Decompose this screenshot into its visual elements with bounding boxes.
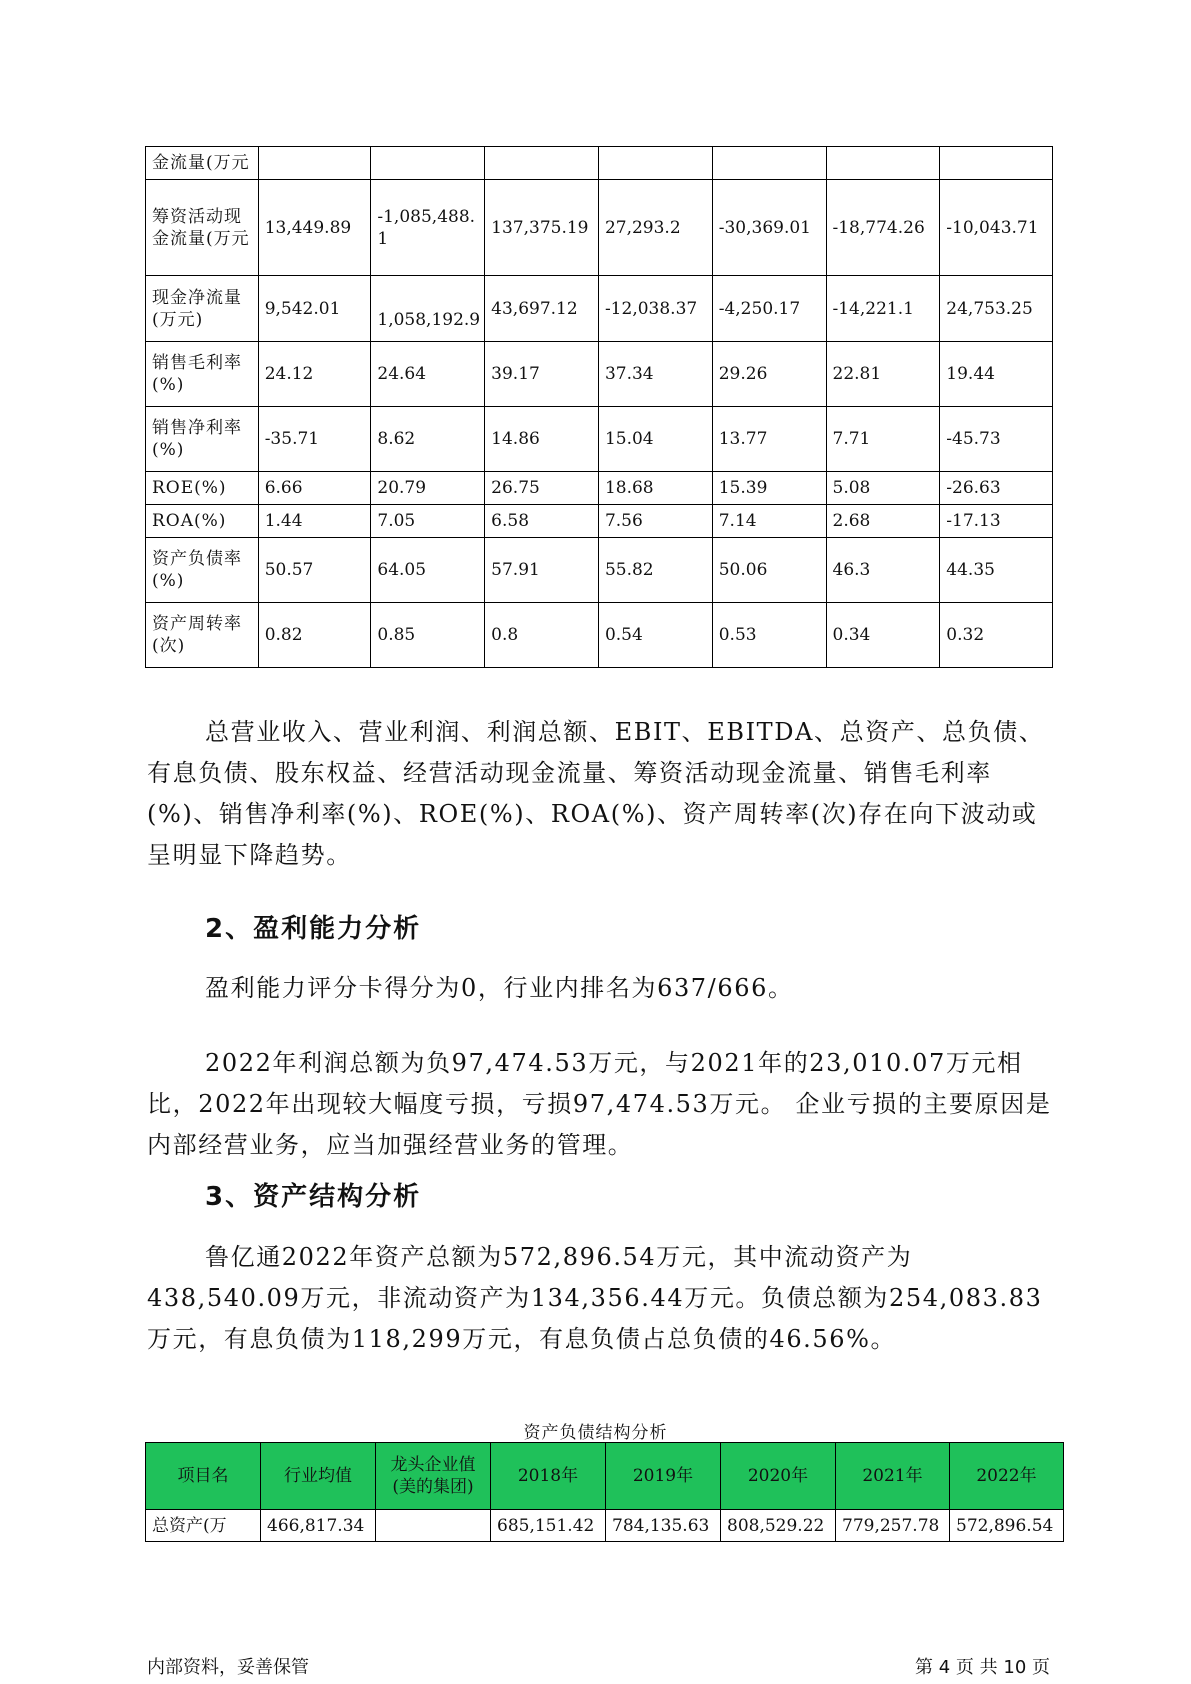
table-cell <box>940 147 1053 180</box>
table-cell: 9,542.01 <box>258 276 371 342</box>
table-cell <box>258 147 371 180</box>
table-caption: 资产负债结构分析 <box>523 1423 668 1443</box>
table-cell: 0.54 <box>598 603 712 668</box>
table-cell: 2.68 <box>826 505 940 538</box>
table-cell: -4,250.17 <box>712 276 826 342</box>
table-cell: 0.82 <box>258 603 371 668</box>
table-cell: 26.75 <box>485 472 599 505</box>
table-row <box>146 147 1053 180</box>
table-cell: -10,043.71 <box>940 180 1053 276</box>
table-cell: 7.71 <box>826 407 940 472</box>
table-row <box>146 472 1053 505</box>
table-row <box>146 180 1053 276</box>
table-cell: -35.71 <box>258 407 371 472</box>
table-cell: -1,085,488. 1 <box>371 180 485 276</box>
table-cell: 0.53 <box>712 603 826 668</box>
table-cell: 6.58 <box>485 505 599 538</box>
table-cell: 0.32 <box>940 603 1053 668</box>
column-header: 龙头企业值 (美的集团) <box>376 1443 491 1510</box>
table-row <box>146 407 1053 472</box>
table-cell: 0.85 <box>371 603 485 668</box>
row-label: 总资产(万 <box>146 1510 261 1542</box>
asset-structure-paragraph: 鲁亿通2022年资产总额为572,896.54万元，其中流动资产为438,540.09万元，非流动资产为134,356.44万元。负债总额为254,083.83万元，有息负债为118,299万元，有息负债占总负债的46.56%。 <box>147 1243 1043 1353</box>
table-header-row <box>146 1443 1064 1510</box>
section-heading-asset-structure: 3、资产结构分析 <box>205 1182 422 1212</box>
profit-paragraph: 2022年利润总额为负97,474.53万元，与2021年的23,010.07万元相比，2022年出现较大幅度亏损，亏损97,474.53万元。 企业亏损的主要原因是内部经营业务，应当加强经营业务的管理。 <box>147 1049 1052 1159</box>
table-cell: 1.44 <box>258 505 371 538</box>
table-cell: 44.35 <box>940 538 1053 603</box>
column-header: 2022年 <box>950 1443 1064 1510</box>
table-cell: 19.44 <box>940 342 1053 407</box>
table-cell: 64.05 <box>371 538 485 603</box>
table-cell: -14,221.1 <box>826 276 940 342</box>
table-cell: 37.34 <box>598 342 712 407</box>
row-label: 筹资活动现 金流量(万元 <box>146 180 259 276</box>
row-label: 资产周转率 (次) <box>146 603 259 668</box>
table-cell: 137,375.19 <box>485 180 599 276</box>
table-cell: 43,697.12 <box>485 276 599 342</box>
table-cell: 0.8 <box>485 603 599 668</box>
table-cell: -30,369.01 <box>712 180 826 276</box>
row-label: ROA(%) <box>146 505 259 538</box>
row-label: 现金净流量 (万元) <box>146 276 259 342</box>
table-cell <box>485 147 599 180</box>
table-cell: 15.04 <box>598 407 712 472</box>
table-cell: 808,529.22 <box>721 1510 836 1542</box>
row-label: 资产负债率 (%) <box>146 538 259 603</box>
table-cell: 24.12 <box>258 342 371 407</box>
table-cell: 779,257.78 <box>836 1510 950 1542</box>
table-cell: 8.62 <box>371 407 485 472</box>
table-cell: -45.73 <box>940 407 1053 472</box>
table-row <box>146 505 1053 538</box>
table-cell: 27,293.2 <box>598 180 712 276</box>
table-cell <box>826 147 940 180</box>
table-cell: 39.17 <box>485 342 599 407</box>
table-cell: 0.34 <box>826 603 940 668</box>
section-heading-profitability: 2、盈利能力分析 <box>205 914 422 944</box>
table-row <box>146 538 1053 603</box>
table-cell: 6.66 <box>258 472 371 505</box>
table-cell <box>598 147 712 180</box>
column-header: 行业均值 <box>261 1443 376 1510</box>
table-cell: 50.57 <box>258 538 371 603</box>
table-cell: 685,151.42 <box>491 1510 606 1542</box>
summary-paragraph: 总营业收入、营业利润、利润总额、EBIT、EBITDA、总资产、总负债、有息负债、股东权益、经营活动现金流量、筹资活动现金流量、销售毛利率(%)、销售净利率(%)、ROE(%)、ROA(%)、资产周转率(次)存在向下波动或呈明显下降趋势。 <box>147 718 1045 869</box>
column-header: 项目名 <box>146 1443 261 1510</box>
table-cell: 50.06 <box>712 538 826 603</box>
table-cell: 1,058,192.9 <box>371 276 485 342</box>
table-row <box>146 1510 1064 1542</box>
table-cell <box>712 147 826 180</box>
table-row <box>146 276 1053 342</box>
table-cell: 7.05 <box>371 505 485 538</box>
column-header: 2019年 <box>606 1443 721 1510</box>
row-label: 销售净利率 (%) <box>146 407 259 472</box>
table-cell <box>371 147 485 180</box>
footer-confidential-note: 内部资料，妥善保管 <box>147 1657 309 1678</box>
table-cell: 20.79 <box>371 472 485 505</box>
table-cell: 5.08 <box>826 472 940 505</box>
table-cell: 29.26 <box>712 342 826 407</box>
table-cell: 57.91 <box>485 538 599 603</box>
table-cell: 18.68 <box>598 472 712 505</box>
table-cell: 46.3 <box>826 538 940 603</box>
table-cell: 24.64 <box>371 342 485 407</box>
column-header: 2018年 <box>491 1443 606 1510</box>
table-cell: -17.13 <box>940 505 1053 538</box>
table-cell: 13,449.89 <box>258 180 371 276</box>
row-label: 金流量(万元 <box>146 147 259 180</box>
table-cell: 466,817.34 <box>261 1510 376 1542</box>
column-header: 2021年 <box>836 1443 950 1510</box>
row-label: 销售毛利率 (%) <box>146 342 259 407</box>
table-cell: 14.86 <box>485 407 599 472</box>
table-cell: 24,753.25 <box>940 276 1053 342</box>
table-cell: 13.77 <box>712 407 826 472</box>
table-row <box>146 603 1053 668</box>
score-paragraph: 盈利能力评分卡得分为0，行业内排名为637/666。 <box>205 974 794 1002</box>
table-cell: -12,038.37 <box>598 276 712 342</box>
table-row <box>146 342 1053 407</box>
row-label: ROE(%) <box>146 472 259 505</box>
column-header: 2020年 <box>721 1443 836 1510</box>
table-cell: 784,135.63 <box>606 1510 721 1542</box>
table-cell: 572,896.54 <box>950 1510 1064 1542</box>
asset-liability-structure-table <box>145 1442 1064 1542</box>
footer-page-number: 第 4 页 共 10 页 <box>915 1657 1050 1678</box>
table-cell: -18,774.26 <box>826 180 940 276</box>
table-cell: 7.14 <box>712 505 826 538</box>
financial-metrics-table <box>145 146 1053 668</box>
table-cell: 22.81 <box>826 342 940 407</box>
table-cell <box>376 1510 491 1542</box>
table-cell: 7.56 <box>598 505 712 538</box>
table-cell: 15.39 <box>712 472 826 505</box>
table-cell: 55.82 <box>598 538 712 603</box>
table-cell: -26.63 <box>940 472 1053 505</box>
